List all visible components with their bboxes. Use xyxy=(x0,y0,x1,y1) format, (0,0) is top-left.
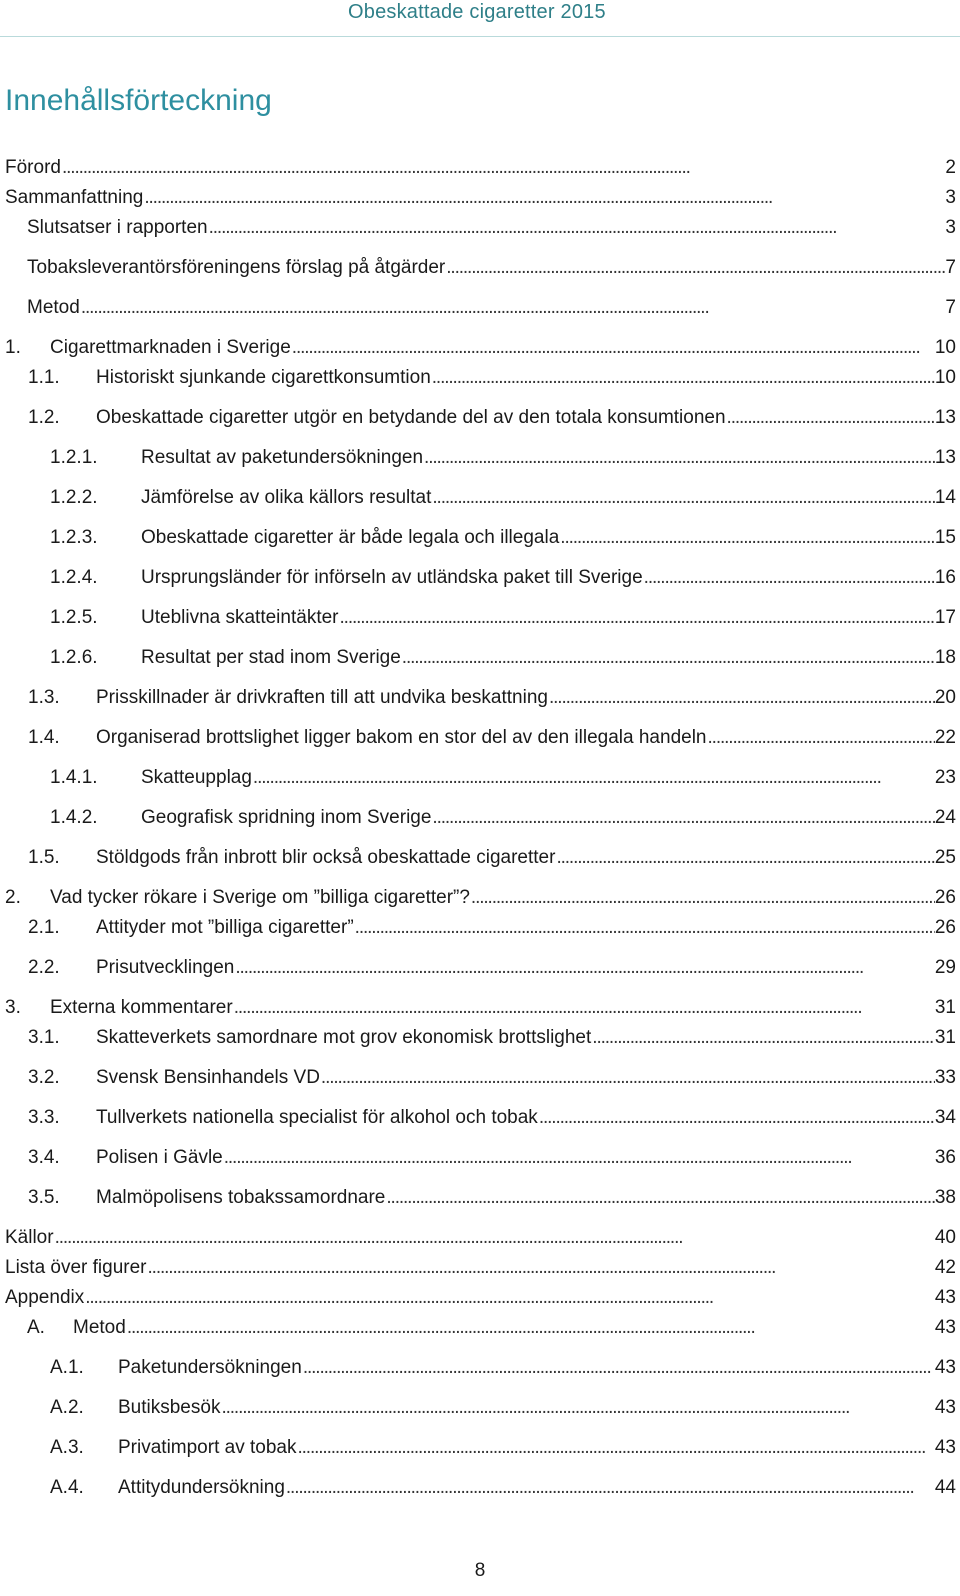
toc-entry-number: 1. xyxy=(5,337,21,358)
toc-entry-number: 1.4.2. xyxy=(50,807,98,828)
toc-entry[interactable] xyxy=(27,290,956,320)
toc-entry-number: 1.3. xyxy=(28,687,60,708)
toc-entry-title: Butiksbesök xyxy=(118,1397,221,1418)
toc-entry-page: 42 xyxy=(934,1257,956,1278)
toc-entry-page: 14 xyxy=(934,487,956,508)
toc-entry-title: Källor xyxy=(5,1227,54,1248)
toc-entry[interactable] xyxy=(50,800,956,830)
toc-entry-number: 1.4. xyxy=(28,727,60,748)
toc-entry-title: Polisen i Gävle xyxy=(96,1147,223,1168)
toc-entry[interactable] xyxy=(50,440,956,470)
toc-entry-page: 17 xyxy=(934,607,956,628)
toc-leader-dots xyxy=(548,686,935,710)
toc-entry-title: Paketundersökningen xyxy=(118,1357,302,1378)
toc-leader-dots xyxy=(431,366,935,390)
toc-entry-title: Förord xyxy=(5,157,61,178)
table-of-contents xyxy=(0,150,960,1530)
toc-entry-page: 13 xyxy=(934,447,956,468)
toc-entry-number: 3.3. xyxy=(28,1107,60,1128)
toc-entry[interactable] xyxy=(50,1470,956,1500)
toc-entry-number: 1.4.1. xyxy=(50,767,98,788)
toc-entry[interactable] xyxy=(5,1250,956,1280)
toc-entry-title: Organiserad brottslighet ligger bakom en stor del av den illegala handeln xyxy=(96,727,707,748)
toc-leader-dots xyxy=(80,296,946,320)
toc-entry-page: 20 xyxy=(934,687,956,708)
toc-entry-number: A. xyxy=(27,1317,45,1338)
toc-entry-page: 34 xyxy=(934,1107,956,1128)
running-title: Obeskattade cigaretter 2015 xyxy=(348,1,606,23)
toc-leader-dots xyxy=(707,726,935,750)
toc-entry[interactable] xyxy=(5,1220,956,1250)
toc-entry[interactable] xyxy=(50,480,956,510)
toc-entry-page: 18 xyxy=(934,647,956,668)
toc-entry[interactable] xyxy=(27,1310,956,1340)
toc-entry-number: A.2. xyxy=(50,1397,84,1418)
running-header xyxy=(0,0,960,37)
toc-entry-number: 3. xyxy=(5,997,21,1018)
toc-leader-dots xyxy=(220,1396,934,1420)
toc-entry[interactable] xyxy=(50,560,956,590)
toc-entry-title: Historiskt sjunkande cigarettkonsumtion xyxy=(96,367,431,388)
toc-leader-dots xyxy=(302,1356,935,1380)
page-number: 8 xyxy=(474,1560,486,1581)
toc-entry-title: Obeskattade cigaretter är både legala och illegala xyxy=(141,527,560,548)
toc-entry[interactable] xyxy=(28,1100,956,1130)
toc-entry-page: 43 xyxy=(934,1397,956,1418)
toc-leader-dots xyxy=(423,446,935,470)
toc-entry-page: 43 xyxy=(934,1357,956,1378)
toc-entry-page: 26 xyxy=(934,917,956,938)
toc-leader-dots xyxy=(431,486,934,510)
toc-entry-number: A.4. xyxy=(50,1477,84,1498)
toc-leader-dots xyxy=(54,1226,935,1250)
toc-leader-dots xyxy=(147,1256,935,1280)
toc-entry-page: 2 xyxy=(945,157,956,178)
toc-entry-title: Lista över figurer xyxy=(5,1257,147,1278)
toc-entry[interactable] xyxy=(5,180,956,210)
toc-entry-title: Jämförelse av olika källors resultat xyxy=(141,487,432,508)
toc-entry-page: 15 xyxy=(934,527,956,548)
toc-entry-page: 31 xyxy=(934,1027,956,1048)
toc-entry-page: 7 xyxy=(945,257,956,278)
toc-entry[interactable] xyxy=(28,1060,956,1090)
toc-entry-number: 1.2.4. xyxy=(50,567,98,588)
toc-leader-dots xyxy=(591,1026,935,1050)
toc-entry[interactable] xyxy=(28,400,956,430)
toc-leader-dots xyxy=(252,766,935,790)
toc-entry-page: 40 xyxy=(934,1227,956,1248)
toc-leader-dots xyxy=(559,526,935,550)
toc-leader-dots xyxy=(61,156,945,180)
toc-entry-title: Resultat per stad inom Sverige xyxy=(141,647,401,668)
toc-entry[interactable] xyxy=(5,990,956,1020)
toc-leader-dots xyxy=(643,566,935,590)
toc-entry-number: 1.5. xyxy=(28,847,60,868)
toc-entry-page: 25 xyxy=(934,847,956,868)
toc-leader-dots xyxy=(445,256,945,280)
toc-entry-page: 43 xyxy=(934,1317,956,1338)
toc-leader-dots xyxy=(126,1316,935,1340)
toc-leader-dots xyxy=(233,996,935,1020)
toc-entry[interactable] xyxy=(28,1020,956,1050)
toc-entry[interactable] xyxy=(5,330,956,360)
toc-entry-number: A.1. xyxy=(50,1357,84,1378)
toc-entry-title: Stöldgods från inbrott blir också obeskattade cigaretter xyxy=(96,847,556,868)
toc-entry-page: 24 xyxy=(934,807,956,828)
toc-entry[interactable] xyxy=(50,760,956,790)
toc-entry[interactable] xyxy=(28,1180,956,1210)
toc-entry[interactable] xyxy=(50,600,956,630)
toc-entry[interactable] xyxy=(50,1430,956,1460)
toc-entry-number: 1.2.3. xyxy=(50,527,98,548)
toc-entry-number: A.3. xyxy=(50,1437,84,1458)
toc-entry-title: Sammanfattning xyxy=(5,187,144,208)
toc-entry-number: 1.2.2. xyxy=(50,487,98,508)
toc-entry-title: Svensk Bensinhandels VD xyxy=(96,1067,320,1088)
toc-entry[interactable] xyxy=(50,640,956,670)
toc-entry-title: Slutsatser i rapporten xyxy=(27,217,208,238)
toc-entry[interactable] xyxy=(28,720,956,750)
toc-leader-dots xyxy=(84,1286,935,1310)
toc-leader-dots xyxy=(470,886,935,910)
toc-entry-number: 2. xyxy=(5,887,21,908)
toc-entry-title: Ursprungsländer för införseln av utländska paket till Sverige xyxy=(141,567,643,588)
toc-entry[interactable] xyxy=(5,150,956,180)
toc-leader-dots xyxy=(285,1476,935,1500)
toc-leader-dots xyxy=(385,1186,934,1210)
toc-leader-dots xyxy=(339,606,935,630)
toc-entry-number: 2.2. xyxy=(28,957,60,978)
toc-entry-page: 43 xyxy=(934,1287,956,1308)
toc-entry-title: Attitydundersökning xyxy=(118,1477,285,1498)
toc-entry-title: Attityder mot ”billiga cigaretter” xyxy=(96,917,354,938)
toc-entry-number: 1.2.6. xyxy=(50,647,98,668)
toc-leader-dots xyxy=(234,956,935,980)
toc-entry-title: Prisutvecklingen xyxy=(96,957,235,978)
toc-entry-page: 16 xyxy=(934,567,956,588)
toc-leader-dots xyxy=(431,806,934,830)
toc-entry-number: 3.5. xyxy=(28,1187,60,1208)
toc-entry-page: 26 xyxy=(934,887,956,908)
toc-entry-title: Externa kommentarer xyxy=(50,997,233,1018)
toc-entry-title: Skatteupplag xyxy=(141,767,252,788)
toc-entry-page: 10 xyxy=(934,367,956,388)
toc-entry-page: 3 xyxy=(945,217,956,238)
toc-entry-page: 38 xyxy=(934,1187,956,1208)
toc-leader-dots xyxy=(538,1106,935,1130)
toc-entry-title: Privatimport av tobak xyxy=(118,1437,297,1458)
toc-entry-number: 1.2.5. xyxy=(50,607,98,628)
toc-entry-title: Prisskillnader är drivkraften till att undvika beskattning xyxy=(96,687,548,708)
toc-entry-title: Malmöpolisens tobakssamordnare xyxy=(96,1187,386,1208)
toc-leader-dots xyxy=(143,186,945,210)
toc-entry-title: Metod xyxy=(73,1317,126,1338)
toc-entry[interactable] xyxy=(5,1280,956,1310)
toc-entry-page: 23 xyxy=(934,767,956,788)
toc-entry-page: 29 xyxy=(934,957,956,978)
toc-entry-title: Resultat av paketundersökningen xyxy=(141,447,424,468)
toc-entry-number: 1.2. xyxy=(28,407,60,428)
toc-entry[interactable] xyxy=(28,680,956,710)
toc-entry-page: 33 xyxy=(934,1067,956,1088)
toc-entry-title: Skatteverkets samordnare mot grov ekonomisk brottslighet xyxy=(96,1027,592,1048)
toc-entry-title: Tullverkets nationella specialist för alkohol och tobak xyxy=(96,1107,538,1128)
toc-entry-page: 22 xyxy=(934,727,956,748)
toc-entry-page: 43 xyxy=(934,1437,956,1458)
toc-entry-page: 31 xyxy=(934,997,956,1018)
toc-leader-dots xyxy=(726,406,935,430)
toc-leader-dots xyxy=(555,846,934,870)
toc-entry[interactable] xyxy=(28,910,956,940)
toc-entry[interactable] xyxy=(28,360,956,390)
toc-entry-number: 3.2. xyxy=(28,1067,60,1088)
toc-entry-title: Cigarettmarknaden i Sverige xyxy=(50,337,291,358)
toc-entry[interactable] xyxy=(28,1140,956,1170)
toc-entry[interactable] xyxy=(27,210,956,240)
toc-entry-title: Obeskattade cigaretter utgör en betydande del av den totala konsumtionen xyxy=(96,407,726,428)
toc-entry-page: 10 xyxy=(934,337,956,358)
toc-entry-title: Appendix xyxy=(5,1287,85,1308)
toc-entry[interactable] xyxy=(28,840,956,870)
toc-entry-number: 1.2.1. xyxy=(50,447,98,468)
toc-leader-dots xyxy=(208,216,946,240)
toc-entry-title: Metod xyxy=(27,297,80,318)
toc-entry[interactable] xyxy=(27,250,956,280)
toc-entry-page: 44 xyxy=(934,1477,956,1498)
toc-leader-dots xyxy=(320,1066,935,1090)
toc-leader-dots xyxy=(291,336,935,360)
toc-leader-dots xyxy=(223,1146,935,1170)
toc-entry-number: 3.1. xyxy=(28,1027,60,1048)
toc-leader-dots xyxy=(354,916,935,940)
toc-entry-number: 2.1. xyxy=(28,917,60,938)
toc-entry[interactable] xyxy=(50,1390,956,1420)
toc-leader-dots xyxy=(401,646,935,670)
toc-entry-number: 1.1. xyxy=(28,367,60,388)
toc-entry-page: 13 xyxy=(934,407,956,428)
toc-entry-page: 36 xyxy=(934,1147,956,1168)
toc-entry[interactable] xyxy=(50,1350,956,1380)
toc-heading: Innehållsförteckning xyxy=(5,84,272,117)
toc-entry[interactable] xyxy=(28,950,956,980)
toc-entry-title: Tobaksleverantörsföreningens förslag på åtgärder xyxy=(27,257,446,278)
toc-entry[interactable] xyxy=(50,520,956,550)
toc-entry-title: Geografisk spridning inom Sverige xyxy=(141,807,432,828)
toc-entry-page: 3 xyxy=(945,187,956,208)
toc-entry-title: Uteblivna skatteintäkter xyxy=(141,607,339,628)
toc-entry[interactable] xyxy=(5,880,956,910)
toc-entry-title: Vad tycker rökare i Sverige om ”billiga cigaretter”? xyxy=(50,887,470,908)
toc-entry-page: 7 xyxy=(945,297,956,318)
toc-leader-dots xyxy=(296,1436,934,1460)
toc-entry-number: 3.4. xyxy=(28,1147,60,1168)
